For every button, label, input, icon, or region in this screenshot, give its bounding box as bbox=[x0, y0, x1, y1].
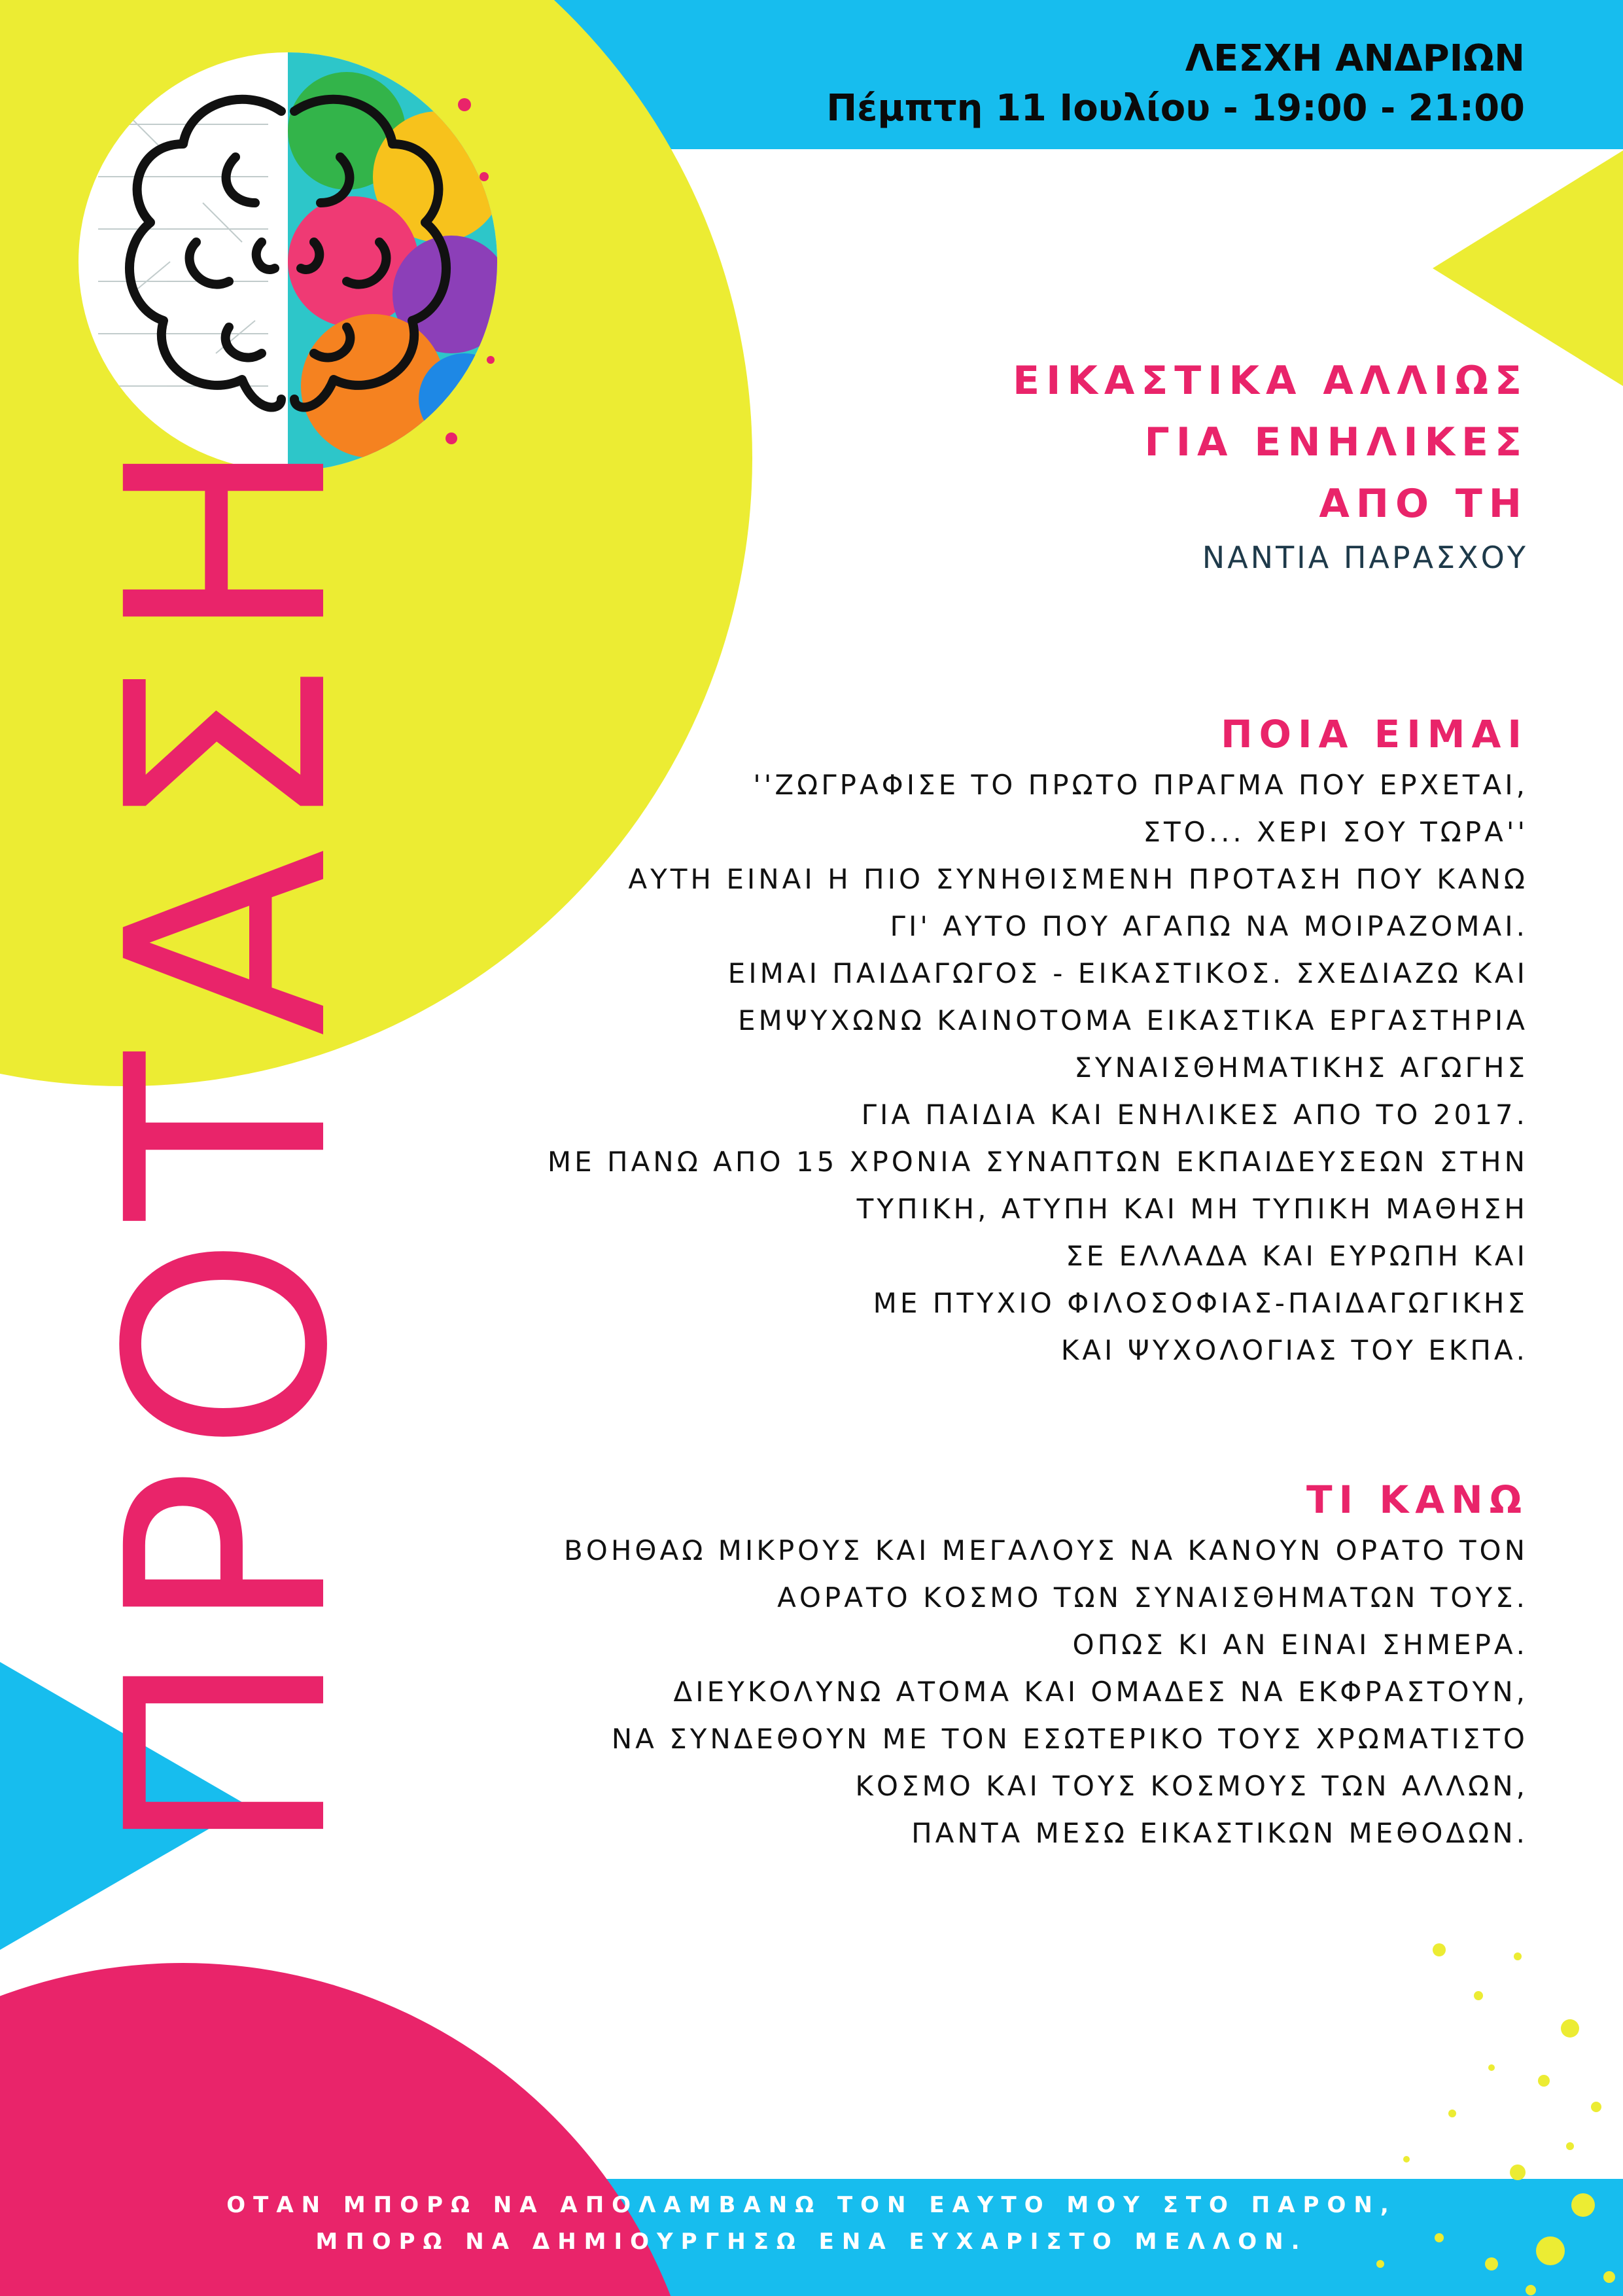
body-line: ΝΑ ΣΥΝΔΕΘΟΥΝ ΜΕ ΤΟΝ ΕΣΩΤΕΡΙΚΟ ΤΟΥΣ ΧΡΩΜΑΤΙΣΤΟ bbox=[611, 1723, 1528, 1755]
event-venue: ΛΕΣΧΗ ΑΝΔΡΙΩΝ bbox=[1185, 37, 1525, 80]
workshop-title-block bbox=[416, 350, 1528, 580]
body-line: ΓΙΑ ΠΑΙΔΙΑ ΚΑΙ ΕΝΗΛΙΚΕΣ ΑΠΟ ΤΟ 2017. bbox=[861, 1099, 1528, 1131]
section-heading: ΠΟΙΑ ΕΙΜΑΙ bbox=[1221, 712, 1528, 756]
body-line: ΜΕ ΠΤΥΧΙΟ ΦΙΛΟΣΟΦΙΑΣ-ΠΑΙΔΑΓΩΓΙΚΗΣ bbox=[873, 1287, 1528, 1319]
footer-quote bbox=[0, 2187, 1623, 2260]
workshop-title-line: ΑΠΟ ΤΗ bbox=[1319, 481, 1528, 527]
vertical-title: ΠΡΟΤΑΣΗ bbox=[69, 421, 389, 1856]
author-name: ΝΑΝΤΙΑ ΠΑΡΑΣΧΟΥ bbox=[1202, 540, 1528, 575]
body-line: ΒΟΗΘΑΩ ΜΙΚΡΟΥΣ ΚΑΙ ΜΕΓΑΛΟΥΣ ΝΑ ΚΑΝΟΥΝ ΟΡΑΤΟ ΤΟΝ bbox=[563, 1534, 1528, 1566]
body-line: ΔΙΕΥΚΟΛΥΝΩ ΑΤΟΜΑ ΚΑΙ ΟΜΑΔΕΣ ΝΑ ΕΚΦΡΑΣΤΟΥΝ, bbox=[673, 1676, 1528, 1708]
footer-quote-line: ΟΤΑΝ ΜΠΟΡΩ ΝΑ ΑΠΟΛΑΜΒΑΝΩ ΤΟΝ ΕΑΥΤΟ ΜΟΥ ΣΤΟ ΠΑΡΟΝ, bbox=[226, 2192, 1397, 2218]
event-date-time: Πέμπτη 11 Ιουλίου - 19:00 - 21:00 bbox=[826, 87, 1525, 130]
section-heading: ΤΙ ΚΑΝΩ bbox=[1306, 1477, 1528, 1522]
body-line: ΣΥΝΑΙΣΘΗΜΑΤΙΚΗΣ ΑΓΩΓΗΣ bbox=[1074, 1051, 1528, 1084]
event-info bbox=[826, 34, 1525, 133]
footer-quote-line: ΜΠΟΡΩ ΝΑ ΔΗΜΙΟΥΡΓΗΣΩ ΕΝΑ ΕΥΧΑΡΙΣΤΟ ΜΕΛΛΟΝ. bbox=[315, 2229, 1308, 2255]
section-what-i-do bbox=[416, 1472, 1528, 1857]
body-line: ΓΙ' ΑΥΤΟ ΠΟΥ ΑΓΑΠΩ ΝΑ ΜΟΙΡΑΖΟΜΑΙ. bbox=[890, 910, 1528, 942]
body-line: ΕΜΨΥΧΩΝΩ ΚΑΙΝΟΤΟΜΑ ΕΙΚΑΣΤΙΚΑ ΕΡΓΑΣΤΗΡΙΑ bbox=[737, 1004, 1528, 1036]
body-line: ΑΟΡΑΤΟ ΚΟΣΜΟ ΤΩΝ ΣΥΝΑΙΣΘΗΜΑΤΩΝ ΤΟΥΣ. bbox=[777, 1581, 1528, 1614]
body-line: ''ΖΩΓΡΑΦΙΣΕ ΤΟ ΠΡΩΤΟ ΠΡΑΓΜΑ ΠΟΥ ΕΡΧΕΤΑΙ, bbox=[753, 769, 1528, 801]
body-line: ΚΑΙ ΨΥΧΟΛΟΓΙΑΣ ΤΟΥ ΕΚΠΑ. bbox=[1060, 1334, 1528, 1366]
body-line: ΤΥΠΙΚΗ, ΑΤΥΠΗ ΚΑΙ ΜΗ ΤΥΠΙΚΗ ΜΑΘΗΣΗ bbox=[856, 1193, 1528, 1225]
body-line: ΠΑΝΤΑ ΜΕΣΩ ΕΙΚΑΣΤΙΚΩΝ ΜΕΘΟΔΩΝ. bbox=[911, 1817, 1528, 1849]
body-line: ΚΟΣΜΟ ΚΑΙ ΤΟΥΣ ΚΟΣΜΟΥΣ ΤΩΝ ΑΛΛΩΝ, bbox=[855, 1770, 1528, 1802]
body-line: ΣΕ ΕΛΛΑΔΑ ΚΑΙ ΕΥΡΩΠΗ ΚΑΙ bbox=[1066, 1240, 1528, 1272]
section-who-am-i bbox=[416, 707, 1528, 1374]
body-line: ΜΕ ΠΑΝΩ ΑΠΟ 15 ΧΡΟΝΙΑ ΣΥΝΑΠΤΩΝ ΕΚΠΑΙΔΕΥΣΕΩΝ ΣΤΗΝ bbox=[547, 1146, 1528, 1178]
body-line: ΣΤΟ... ΧΕΡΙ ΣΟΥ ΤΩΡΑ'' bbox=[1143, 816, 1528, 848]
workshop-title-line: ΕΙΚΑΣΤΙΚΑ ΑΛΛΙΩΣ bbox=[1013, 358, 1528, 404]
workshop-title-line: ΓΙΑ ΕΝΗΛΙΚΕΣ bbox=[1144, 419, 1528, 465]
body-line: ΑΥΤΗ ΕΙΝΑΙ Η ΠΙΟ ΣΥΝΗΘΙΣΜΕΝΗ ΠΡΟΤΑΣΗ ΠΟΥ ΚΑΝΩ bbox=[628, 863, 1528, 895]
body-line: ΟΠΩΣ ΚΙ ΑΝ ΕΙΝΑΙ ΣΗΜΕΡΑ. bbox=[1072, 1629, 1528, 1661]
body-line: ΕΙΜΑΙ ΠΑΙΔΑΓΩΓΟΣ - ΕΙΚΑΣΤΙΚΟΣ. ΣΧΕΔΙΑΖΩ ΚΑΙ bbox=[727, 957, 1528, 989]
